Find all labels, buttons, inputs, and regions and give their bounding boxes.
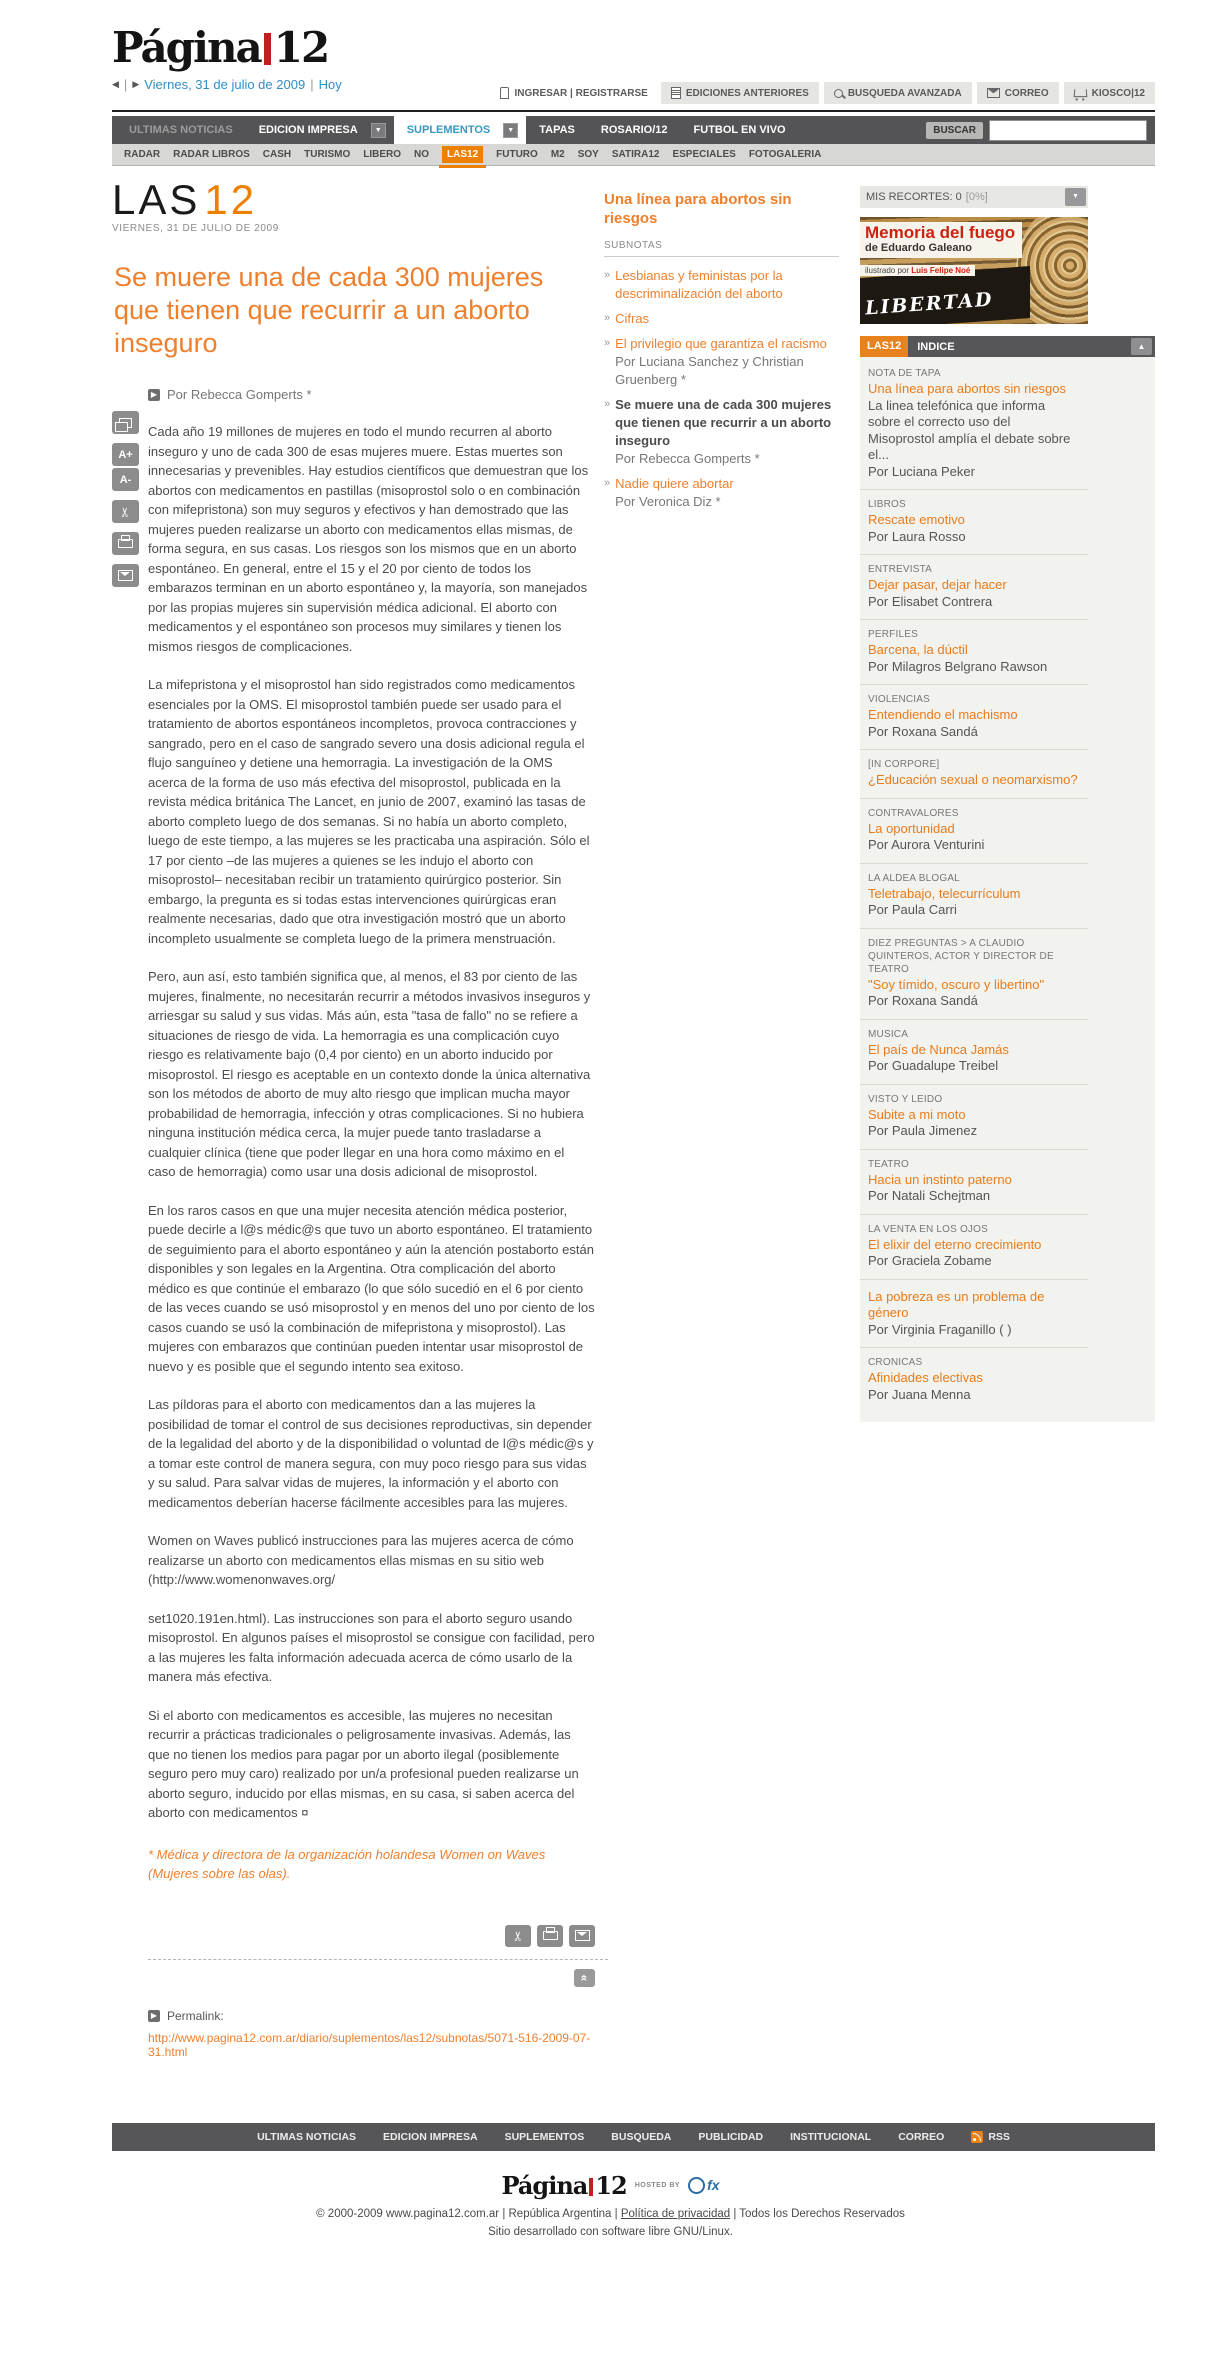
bullet-icon: » bbox=[604, 477, 611, 489]
logo-red-bar-icon bbox=[264, 33, 271, 65]
indice-entry bbox=[860, 1085, 1088, 1150]
entry-link[interactable]: Afinidades electivas bbox=[868, 1370, 983, 1385]
copyright-text-2: | Todos los Derechos Reservados bbox=[730, 2207, 905, 2220]
subnota-link[interactable]: Lesbianas y feministas por la descriminalización del aborto bbox=[615, 268, 783, 301]
entry-link[interactable]: El elixir del eterno crecimiento bbox=[868, 1236, 1042, 1252]
nav-edicion-impresa-group bbox=[246, 116, 394, 144]
indice-entry bbox=[860, 750, 1088, 799]
paragraph: Si el aborto con medicamentos es accesible, las mujeres no necesitan recurrir a prácticas tradicionales o peligrosamente invasivas. Además, las que no tienen los medios para pagar por un aborto ilegal (posiblemente seguro pero muy caro) realizado por un/a profesional pueden realizarse un aborto seguro, inducido por ellas mismas, en su casa, si saben acerca del aborto con medicamentos ¤ bbox=[148, 1707, 579, 1820]
indice-entry bbox=[860, 359, 1088, 490]
subnav-soy[interactable]: SOY bbox=[577, 149, 599, 160]
paragraph: Women on Waves publicó instrucciones para las mujeres acerca de cómo realizarse un aborto con medicamentos ellas mismas en su sitio web (http://www.womenonwaves.org/ bbox=[148, 1533, 574, 1587]
indice-entry bbox=[860, 864, 1088, 929]
back-to-top-row bbox=[148, 1969, 595, 1987]
las12-logo-text: LAS bbox=[112, 176, 201, 223]
printer-icon bbox=[118, 539, 133, 548]
print-button[interactable] bbox=[537, 1925, 563, 1947]
back-to-top-button[interactable] bbox=[574, 1969, 595, 1987]
indice-entry bbox=[860, 555, 1088, 620]
tab-kiosco12[interactable] bbox=[1064, 82, 1155, 104]
las12-logo[interactable] bbox=[112, 178, 594, 222]
buscar-button[interactable]: BUSCAR bbox=[926, 122, 983, 139]
subnota-current-title: Se muere una de cada 300 mujeres que tienen que recurrir a un aborto inseguro bbox=[615, 397, 832, 448]
supplement-date: VIERNES, 31 DE JULIO DE 2009 bbox=[112, 223, 279, 234]
subnav-m2[interactable]: M2 bbox=[550, 149, 565, 160]
search-icon bbox=[834, 89, 843, 98]
indice-label: INDICE bbox=[917, 340, 955, 353]
indice-header-bar bbox=[860, 336, 1155, 357]
related-note-title[interactable]: Una línea para abortos sin riesgos bbox=[604, 191, 792, 227]
entry-author: Por Paula Jimenez bbox=[868, 1123, 978, 1138]
bullet-icon: » bbox=[604, 398, 611, 410]
entry-section: MUSICA bbox=[868, 1028, 909, 1040]
subnav-las12-active[interactable]: LAS12 bbox=[442, 146, 483, 163]
article-toolbar bbox=[112, 411, 140, 587]
sidebar bbox=[860, 178, 1155, 1422]
subnav-cash[interactable]: CASH bbox=[262, 149, 292, 160]
subnav-libero[interactable]: LIBERO bbox=[363, 149, 402, 160]
nav-tapas[interactable]: TAPAS bbox=[539, 124, 575, 136]
cart-icon bbox=[1073, 89, 1087, 97]
entry-section: [IN CORPORE] bbox=[868, 759, 940, 770]
indice-entry bbox=[860, 1348, 1088, 1412]
banner-credit-name: Luis Felipe Noé bbox=[911, 266, 971, 275]
bottomnav-busqueda[interactable]: BUSQUEDA bbox=[611, 2130, 672, 2143]
indice-list bbox=[860, 357, 1155, 1422]
entry-description: La linea telefónica que informa sobre el correcto uso del Misoprostol amplía el debate sobre el... bbox=[868, 397, 1071, 462]
indice-entry bbox=[860, 490, 1088, 555]
site-footer bbox=[0, 2171, 1221, 2238]
subnota-item bbox=[604, 335, 842, 389]
entry-section: ENTREVISTA bbox=[868, 564, 933, 575]
email-button[interactable] bbox=[112, 564, 139, 587]
indice-entry bbox=[860, 1215, 1088, 1280]
entry-link[interactable]: Subite a mi moto bbox=[868, 1106, 966, 1122]
recortes-dropdown-button[interactable]: ▼ bbox=[1065, 188, 1086, 206]
entry-link[interactable]: Dejar pasar, dejar hacer bbox=[868, 577, 1007, 592]
entry-section: VIOLENCIAS bbox=[868, 694, 931, 705]
article-column bbox=[112, 178, 594, 2059]
user-icon bbox=[500, 87, 509, 99]
footer-logo-text-2: 12 bbox=[595, 2170, 627, 2200]
entry-link[interactable]: Hacia un instinto paterno bbox=[868, 1171, 1012, 1187]
bottomnav-edicion-impresa[interactable]: EDICION IMPRESA bbox=[383, 2130, 478, 2143]
printer-icon bbox=[543, 1931, 558, 1940]
nav-rosario12[interactable]: ROSARIO/12 bbox=[600, 124, 668, 136]
article-byline bbox=[148, 387, 594, 402]
subnav-turismo[interactable]: TURISMO bbox=[304, 149, 351, 160]
banner-subtitle: de Eduardo Galeano bbox=[865, 242, 972, 254]
entry-author: Por Juana Menna bbox=[868, 1386, 971, 1402]
header-divider bbox=[112, 110, 1155, 112]
copyright-line bbox=[0, 2208, 1221, 2220]
banner-credit bbox=[860, 265, 975, 276]
recortes-percent: [0%] bbox=[965, 191, 988, 203]
indice-brand-las12[interactable]: LAS12 bbox=[860, 336, 908, 357]
permalink-row bbox=[148, 2009, 594, 2023]
gnu-linux-link[interactable]: GNU/Linux bbox=[673, 2225, 730, 2238]
tab-ediciones-anteriores[interactable] bbox=[661, 82, 819, 104]
subnav-futuro[interactable]: FUTURO bbox=[496, 149, 538, 160]
subnota-link[interactable]: Nadie quiere abortar bbox=[615, 476, 734, 491]
subnav-radar[interactable]: RADAR bbox=[124, 149, 161, 160]
entry-author: Por Virginia Fraganillo ( ) bbox=[868, 1321, 1012, 1337]
mail-icon bbox=[987, 88, 1000, 98]
host-logo[interactable] bbox=[688, 2177, 719, 2194]
paragraph: Cada año 19 millones de mujeres en todo el mundo recurren al aborto inseguro y uno de cada 300 de esas mujeres muere. Estas muertes son innecesarias y prevenibles. Hay estudios científicos que demuestran que los abortos con medicamentos en pastillas (misoprostol solo o en combinación con mifepristona) son muy seguros y efectivos y han demostrado que las mujeres pueden realizarse un aborto con medicamentos ellas mismas, de forma segura, en sus casas. Los riesgos son los mismos que en un aborto espontáneo. En general, entre el 15 y el 20 por ciento de todos los embarazos terminan en un aborto espontáneo y, la mayoría, son manejados por las propias mujeres sin supervisión médica adicional. El aborto con medicamentos y el espontáneo son procesos muy similares y tienen los mismos riesgos de complicaciones. bbox=[148, 424, 589, 654]
tab-correo[interactable] bbox=[977, 82, 1059, 104]
site-header bbox=[112, 0, 1155, 106]
login-register-link[interactable] bbox=[492, 82, 655, 104]
indice-entry bbox=[860, 929, 1088, 1020]
paragraph: En los raros casos en que una mujer necesita atención médica posterior, puede decirle a l@s médic@s que tuvo un aborto espontáneo. El tratamiento de seguimiento para el aborto espontáneo y aún la atención postaborto están disponibles y son legales en la Argentina. Otra complicación del aborto médico es que continúe el embarazo (lo que sólo sucedió en el 6 por ciento de las veces cuando se usó misoprostol y en menos del uno por ciento de los casos cuando se usó la combinación de mifepristona y misoprostol). Las mujeres con embarazos que continúan pueden intentar usar misoprostol de nuevo y es posible que el segundo intento sea exitoso. bbox=[148, 1202, 595, 1374]
tab-label: EDICIONES ANTERIORES bbox=[685, 87, 809, 99]
rss-icon bbox=[971, 2131, 983, 2143]
tab-label: BUSQUEDA AVANZADA bbox=[847, 87, 962, 99]
prev-day-icon[interactable]: ◀ bbox=[112, 79, 119, 89]
host-logo-text: fx bbox=[707, 2177, 720, 2193]
entry-author: Por Laura Rosso bbox=[868, 528, 966, 544]
indice-entry bbox=[860, 1150, 1088, 1215]
entry-link[interactable]: Rescate emotivo bbox=[868, 512, 965, 527]
paragraph: La mifepristona y el misoprostol han sido registrados como medicamentos esenciales por la OMS. El misoprostol también puede ser usado para el tratamiento de abortos espontáneos incompletos, provoca contracciones y sangrado, pero en el caso de sangrado severo una dosis adicional regula el flujo sanguíneo y detiene una hemorragia. La investigación de la OMS acerca de la forma de uso más efectiva del misoprostol, publicada en la revista médica británica The Lancet, en junio de 2007, examinó las tasas de aborto completo luego de dos semanas. Si no había un aborto completo, luego de este tiempo, a las mujeres se les practicaba una aspiración. Sólo el 17 por ciento –de las mujeres a quienes se les indujo el aborto con misoprostol– necesitaban recibir un tratamiento quirúrgico posterior. Sin embargo, la pregunta es si todas estas intervenciones quirúrgicas eran realmente necesarias, dado que otra investigación mostró que un aborto incompleto usualmente se completa luego de la primera menstruación. bbox=[148, 677, 590, 946]
today-link[interactable]: Hoy bbox=[318, 77, 342, 92]
indice-entry bbox=[860, 685, 1088, 750]
rss-label: RSS bbox=[988, 2130, 1010, 2143]
supplements-nav bbox=[112, 144, 1155, 166]
clip-button[interactable] bbox=[112, 500, 139, 523]
nav-suplementos[interactable]: SUPLEMENTOS bbox=[406, 124, 491, 136]
paragraph: Pero, aun así, esto también significa que, al menos, el 83 por ciento de las mujeres, finalmente, no necesitarán recurrir a métodos invasivos inseguros y arriesgar su salud y sus vidas. Más aún, esta "tasa de fallo" no se refiere a situaciones de riesgo de vida. La hemorragia es una complicación cuyo riesgo es relativamente bajo (0,4 por ciento) en un aborto inducido por misoprostol. El riesgo es aceptable en un contexto donde la única alternativa son los métodos de aborto de muy alto riesgo que implican mucha mayor probabilidad de hemorragia, infección y otras complicaciones. Si no hubiera ninguna institución médica cerca, la mujer puede tanto trasladarse a cualquier clínica (tiene que poder llegar en una hora como máximo en el caso de hemorragia) como usar una dosis adicional de misoprostol. bbox=[148, 969, 591, 1179]
privacy-policy-link[interactable]: Política de privacidad bbox=[620, 2207, 731, 2220]
paragraph: Las píldoras para el aborto con medicamentos dan a las mujeres la posibilidad de tomar el control de sus decisiones reproductivas, sin depender de la legalidad del aborto y de la disponibilidad o voluntad de l@s médic@s y a tomar este control de manera segura, con muy poco riesgo para sus vidas y su salud. Para salvar vidas de mujeres, la información y el aborto con medicamentos deberían hacerse fácilmente accesibles para las mujeres. bbox=[148, 1397, 594, 1510]
subnota-author: Por Luciana Sanchez y Christian Gruenberg * bbox=[615, 354, 804, 387]
entry-link[interactable]: La pobreza es un problema de género bbox=[868, 1288, 1045, 1320]
entry-author: Por Luciana Peker bbox=[868, 463, 975, 479]
document-icon bbox=[671, 87, 681, 99]
recortes-label: MIS RECORTES: 0 bbox=[866, 191, 962, 203]
bottomnav-publicidad[interactable]: PUBLICIDAD bbox=[698, 2130, 764, 2143]
tab-label: KIOSCO|12 bbox=[1091, 87, 1145, 99]
entry-section: CRONICAS bbox=[868, 1357, 923, 1368]
scissors-icon: ✂ bbox=[117, 506, 133, 517]
byline-text: Por Rebecca Gomperts * bbox=[167, 387, 312, 402]
entry-section: LA ALDEA BLOGAL bbox=[868, 872, 960, 884]
subnav-fotogaleria[interactable]: FOTOGALERIA bbox=[748, 149, 822, 160]
bottomnav-rss[interactable] bbox=[971, 2131, 1010, 2143]
bullet-icon: » bbox=[604, 269, 611, 281]
search-area bbox=[926, 120, 1151, 141]
footer-pagina12-logo[interactable] bbox=[501, 2171, 626, 2200]
content-area bbox=[112, 178, 1155, 2059]
nav-ultimas-noticias[interactable]: ULTIMAS NOTICIAS bbox=[129, 124, 233, 136]
bottomnav-ultimas-noticias[interactable]: ULTIMAS NOTICIAS bbox=[257, 2130, 357, 2143]
bottomnav-correo[interactable]: CORREO bbox=[898, 2130, 945, 2143]
subnota-link[interactable]: Cifras bbox=[615, 311, 650, 326]
subnav-radar-libros[interactable]: RADAR LIBROS bbox=[173, 149, 250, 160]
email-button[interactable] bbox=[569, 1925, 595, 1947]
pagina12-logo[interactable] bbox=[112, 23, 1155, 72]
entry-section: PERFILES bbox=[868, 629, 918, 640]
entry-link[interactable]: Barcena, la dúctil bbox=[868, 642, 968, 657]
font-decrease-button[interactable]: A- bbox=[112, 468, 139, 491]
bottom-nav bbox=[112, 2123, 1155, 2151]
entry-author: Por Aurora Venturini bbox=[868, 837, 985, 852]
subnota-author: Por Rebecca Gomperts * bbox=[615, 451, 760, 466]
banner-art-text: LIBERTAD bbox=[864, 288, 995, 320]
date-separator-2: | bbox=[310, 77, 314, 92]
tab-label: CORREO bbox=[1004, 87, 1049, 99]
article-title: Se muere una de cada 300 mujeres que tienen que recurrir a un aborto inseguro bbox=[114, 262, 544, 358]
paragraph: set1020.191en.html). Las instrucciones son para el aborto seguro usando misoprostol. En algunos países el misoprostol se consigue con facilidad, pero a las mujeres les falta información adecuada acerca de cómo usarlo de la manera más efectiva. bbox=[148, 1610, 595, 1684]
login-label: INGRESAR | REGISTRARSE bbox=[514, 87, 648, 99]
entry-section: NOTA DE TAPA bbox=[868, 368, 941, 379]
banner-title: Memoria del fuego bbox=[865, 223, 1016, 242]
logo-text-1: Página bbox=[112, 23, 261, 72]
banner-title-strip bbox=[860, 222, 1022, 258]
subnota-item bbox=[604, 475, 842, 511]
entry-section: TEATRO bbox=[868, 1158, 910, 1170]
nav-suplementos-group bbox=[394, 116, 527, 144]
share-button[interactable] bbox=[112, 411, 139, 434]
banner-credit-prefix: ilustrado por bbox=[865, 266, 912, 275]
developed-text: Sitio desarrollado con software libre bbox=[488, 2225, 674, 2238]
entry-link[interactable]: "Soy tímido, oscuro y libertino" bbox=[868, 976, 1045, 992]
nav-edicion-impresa[interactable]: EDICION IMPRESA bbox=[258, 124, 358, 136]
envelope-icon bbox=[575, 1930, 590, 1941]
entry-link[interactable]: El país de Nunca Jamás bbox=[868, 1041, 1009, 1057]
nav-futbol-en-vivo[interactable]: FUTBOL EN VIVO bbox=[693, 124, 786, 136]
subnota-item-current bbox=[604, 396, 842, 468]
copyright-text: © 2000-2009 www.pagina12.com.ar | República Argentina | bbox=[316, 2207, 621, 2220]
entry-link[interactable]: Una línea para abortos sin riesgos bbox=[868, 381, 1067, 396]
chevron-down-icon[interactable]: ▼ bbox=[371, 123, 386, 138]
entry-author: Por Roxana Sandá bbox=[868, 723, 978, 739]
bullet-icon: » bbox=[604, 337, 611, 349]
entry-author: Por Graciela Zobame bbox=[868, 1253, 992, 1268]
current-date: Viernes, 31 de julio de 2009 bbox=[144, 77, 306, 92]
next-day-icon[interactable]: ▶ bbox=[132, 79, 140, 89]
developed-line bbox=[0, 2226, 1221, 2238]
entry-author: Por Roxana Sandá bbox=[868, 993, 978, 1008]
share-icon bbox=[119, 418, 132, 428]
entry-link[interactable]: Teletrabajo, telecurrículum bbox=[868, 885, 1021, 901]
indice-collapse-button[interactable]: ▲ bbox=[1131, 338, 1152, 355]
logo-text-2: 12 bbox=[273, 23, 329, 72]
bullet-arrow-icon: ▶ bbox=[148, 389, 160, 401]
clip-button[interactable] bbox=[505, 1925, 531, 1947]
scissors-icon: ✂ bbox=[510, 1930, 525, 1941]
permalink-label: Permalink: bbox=[167, 2008, 224, 2023]
subnota-author: Por Veronica Diz * bbox=[615, 494, 721, 509]
developed-text-2: . bbox=[729, 2225, 733, 2238]
subnav-no[interactable]: NO bbox=[414, 149, 430, 160]
entry-author: Por Guadalupe Treibel bbox=[868, 1058, 999, 1073]
indice-entry bbox=[860, 1020, 1088, 1085]
font-increase-button[interactable]: A+ bbox=[112, 443, 139, 466]
entry-section: DIEZ PREGUNTAS > A CLAUDIO QUINTEROS, ACTOR Y DIRECTOR DE TEATRO bbox=[868, 937, 1054, 975]
author-footnote: * Médica y directora de la organización holandesa Women on Waves (Mujeres sobre las olas). bbox=[148, 1846, 546, 1881]
bottomnav-institucional[interactable]: INSTITUCIONAL bbox=[790, 2130, 872, 2143]
bullet-icon: » bbox=[604, 312, 611, 324]
entry-section: CONTRAVALORES bbox=[868, 807, 959, 819]
search-input[interactable] bbox=[989, 120, 1147, 141]
subnota-link[interactable]: El privilegio que garantiza el racismo bbox=[615, 336, 827, 351]
tab-busqueda-avanzada[interactable] bbox=[824, 82, 972, 104]
entry-author: Por Paula Carri bbox=[868, 902, 957, 917]
entry-link[interactable]: La oportunidad bbox=[868, 820, 955, 836]
bullet-arrow-icon: ▶ bbox=[148, 2010, 160, 2022]
subnota-item bbox=[604, 310, 842, 328]
footer-logo-text-1: Página bbox=[501, 2170, 588, 2200]
bottomnav-suplementos[interactable]: SUPLEMENTOS bbox=[504, 2130, 585, 2143]
entry-link[interactable]: Entendiendo el machismo bbox=[868, 707, 1018, 722]
utility-nav bbox=[492, 82, 1155, 104]
envelope-icon bbox=[118, 570, 133, 581]
indice-entry bbox=[860, 1280, 1088, 1349]
hosted-by-label: HOSTED BY bbox=[634, 2181, 681, 2189]
article-actions bbox=[148, 1925, 595, 1947]
subnotas-list bbox=[604, 267, 842, 511]
subnotas-label: SUBNOTAS bbox=[604, 240, 839, 257]
entry-author: Por Natali Schejtman bbox=[868, 1188, 991, 1203]
subnav-satira12[interactable]: SATIRA12 bbox=[611, 149, 660, 160]
indice-entry bbox=[860, 620, 1088, 685]
entry-author: Por Elisabet Contrera bbox=[868, 593, 993, 609]
footer-logo-red-bar-icon bbox=[589, 2178, 593, 2196]
subnota-item bbox=[604, 267, 842, 303]
mis-recortes-bar bbox=[860, 186, 1088, 208]
indice-entry bbox=[860, 799, 1088, 864]
subnotas-column bbox=[604, 178, 856, 518]
subnav-especiales[interactable]: ESPECIALES bbox=[672, 149, 736, 160]
entry-link[interactable]: ¿Educación sexual o neomarxismo? bbox=[868, 772, 1078, 787]
las12-logo-number: 12 bbox=[204, 176, 258, 223]
permalink-url[interactable]: http://www.pagina12.com.ar/diario/suplementos/las12/subnotas/5071-516-2009-07-31.html bbox=[148, 2030, 591, 2059]
chevron-down-icon[interactable]: ▼ bbox=[503, 123, 518, 138]
double-chevron-up-icon: « bbox=[577, 1974, 592, 1981]
host-logo-circle-icon bbox=[688, 2177, 705, 2194]
dashed-divider bbox=[148, 1959, 608, 1960]
banner-ad-memoria-del-fuego[interactable] bbox=[860, 217, 1088, 324]
article-body bbox=[148, 422, 595, 1823]
print-button[interactable] bbox=[112, 532, 139, 555]
entry-section: LIBROS bbox=[868, 499, 906, 510]
main-nav bbox=[112, 116, 1155, 144]
entry-section: VISTO Y LEIDO bbox=[868, 1093, 943, 1105]
date-separator: | bbox=[123, 77, 128, 92]
entry-section: LA VENTA EN LOS OJOS bbox=[868, 1223, 988, 1235]
entry-author: Por Milagros Belgrano Rawson bbox=[868, 658, 1048, 674]
